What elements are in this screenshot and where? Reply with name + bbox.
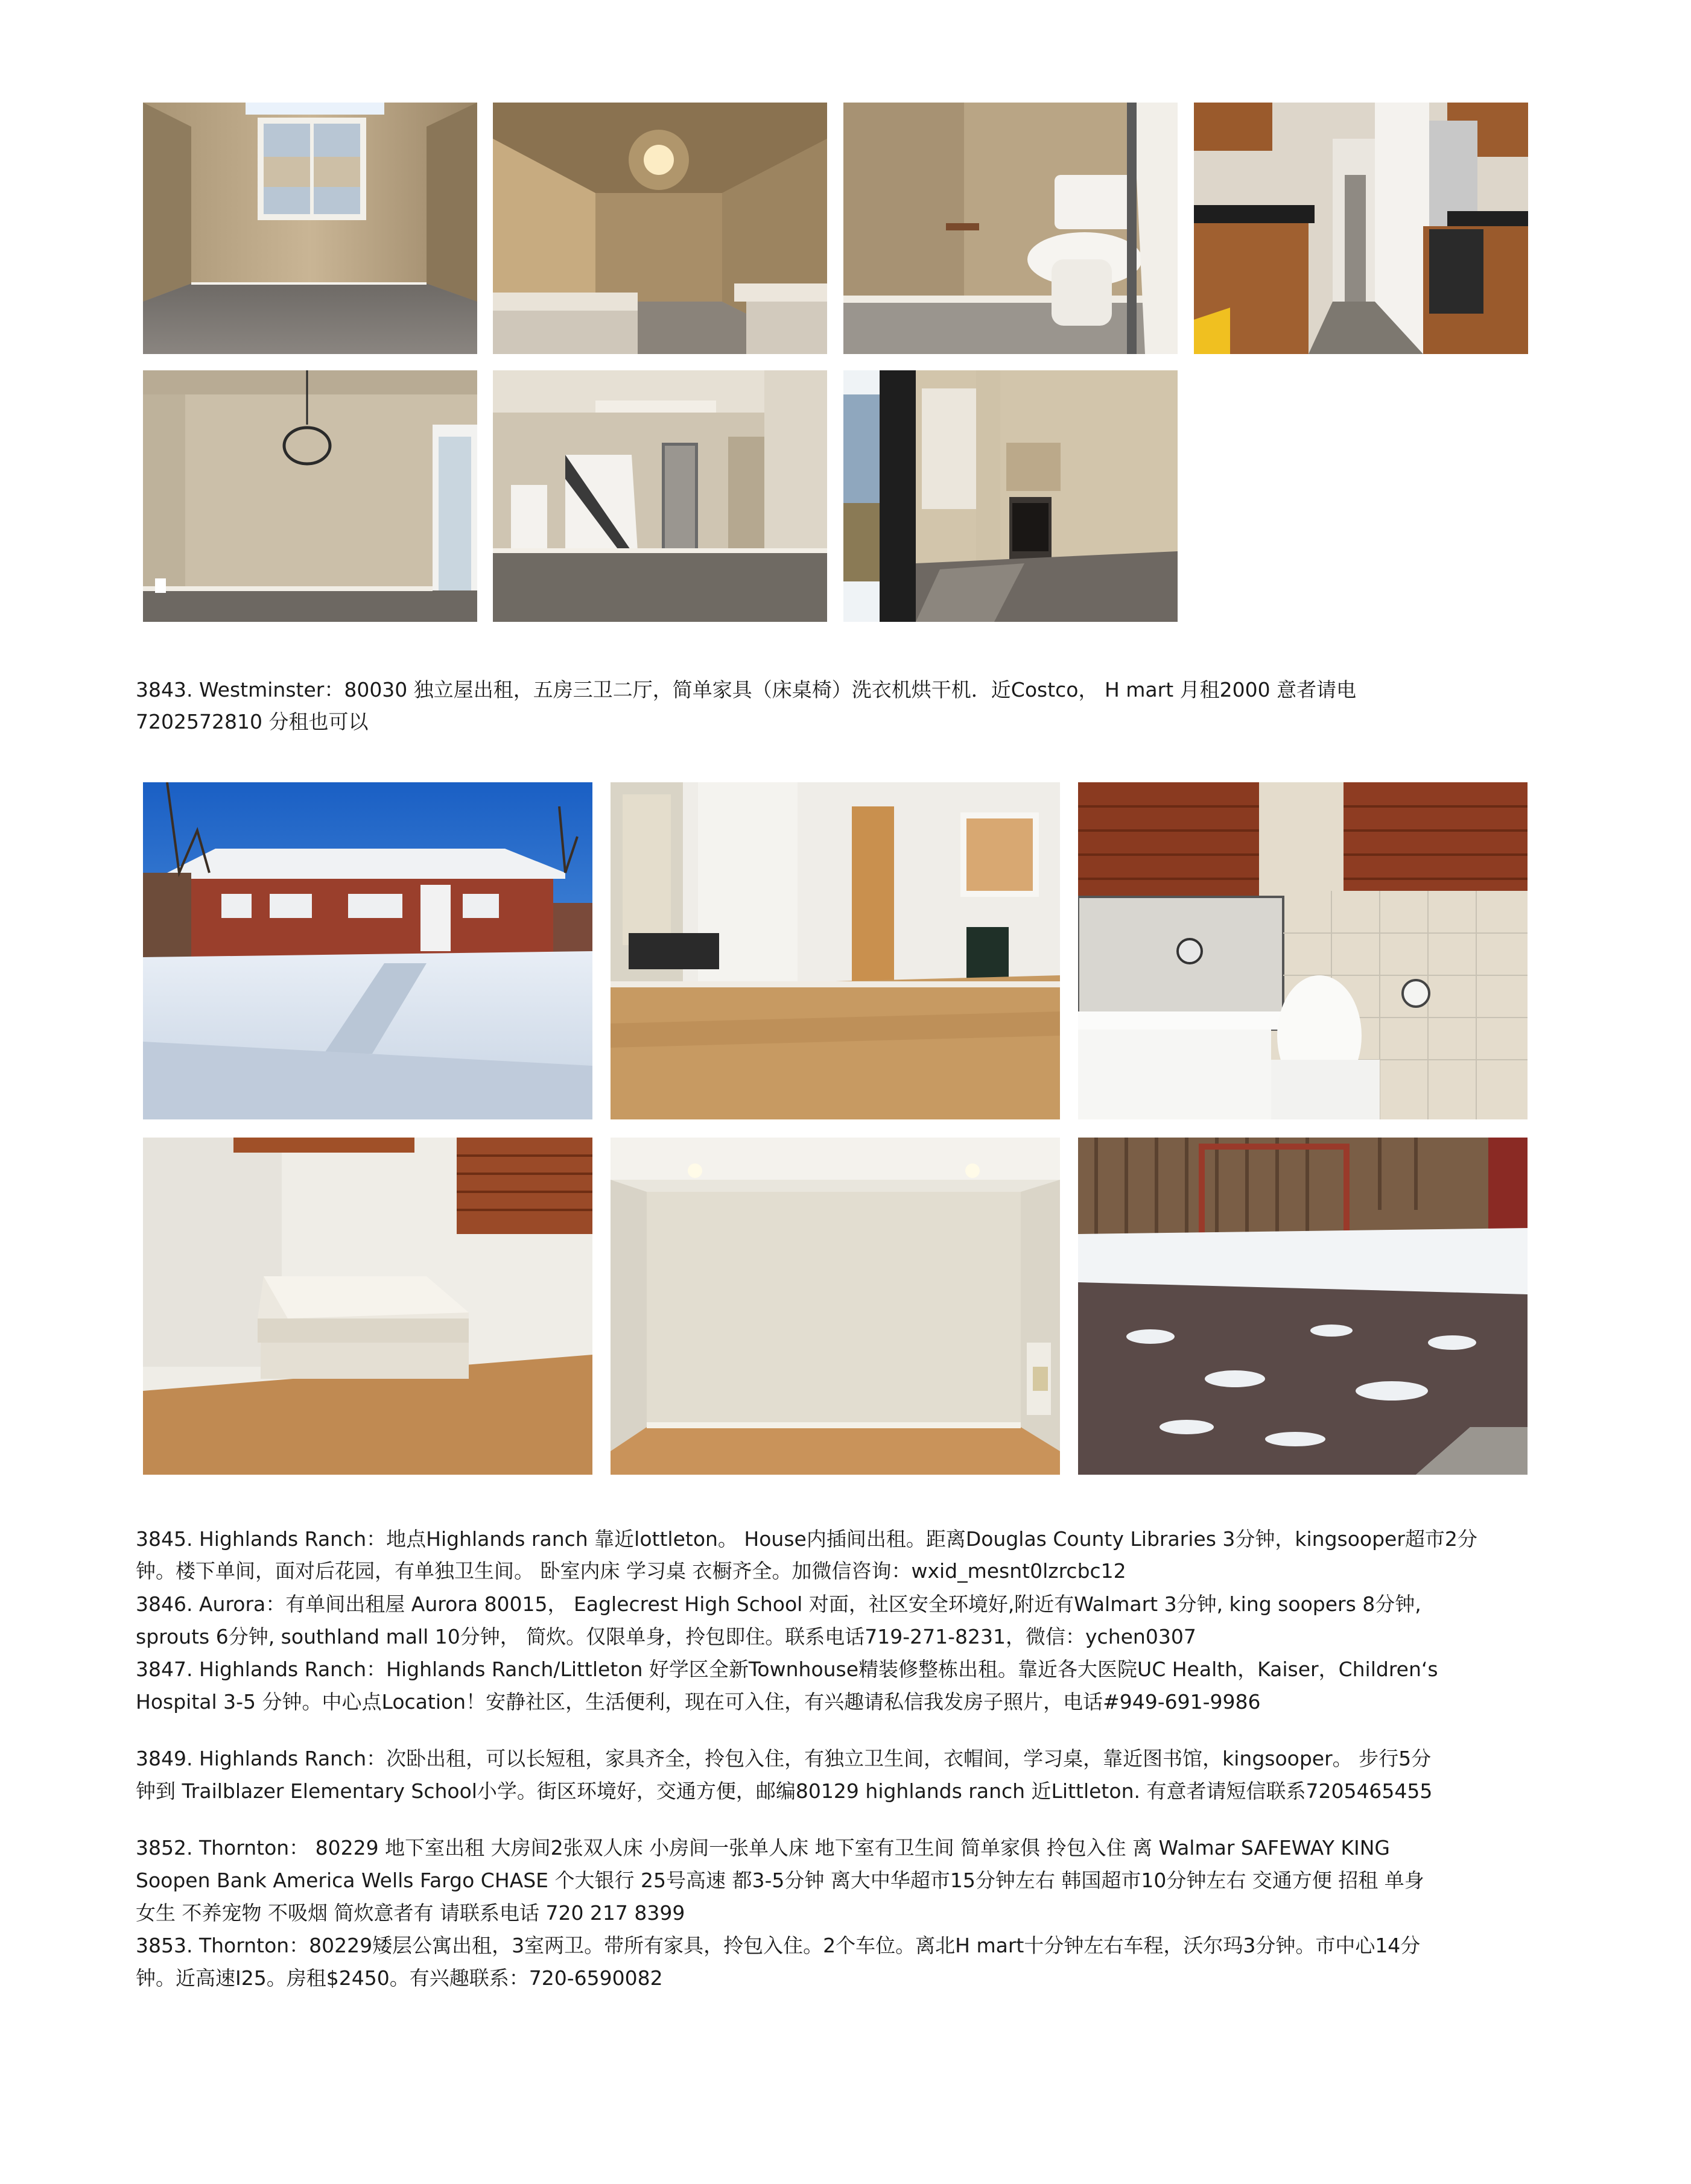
photo-dining-room — [143, 370, 477, 622]
photo-kitchen — [1194, 103, 1528, 354]
listing-3849-line-2: 钟到 Trailblazer Elementary School小学。街区环境好，交通方便，邮编80129 highlands ranch 近Littleton. 有意者请短信联系7205465455 — [136, 1779, 1433, 1803]
listing-3852-line-3: 女生 不养宠物 不吸烟 简炊意者有 请联系电话 720 217 8399 — [136, 1901, 685, 1925]
listing-3852-line-1: 3852. Thornton： 80229 地下室出租 大房间2张双人床 小房间一张单人床 地下室有卫生间 简单家俱 拎包入住 离 Walmar SAFEWAY KING — [136, 1836, 1390, 1860]
photo-backyard-patio-snow — [1078, 1138, 1528, 1475]
listing-3843-line-2: 7202572810 分租也可以 — [136, 710, 369, 733]
listing-3852-line-2: Soopen Bank America Wells Fargo CHASE 个大银行 25号高速 都3-5分钟 离大中华超市15分钟左右 韩国超市10分钟左右 交通方便 招租 单身 — [136, 1869, 1424, 1892]
photo-bedroom-mattress — [143, 1138, 592, 1475]
listing-3849-line-1: 3849. Highlands Ranch：次卧出租，可以长短租，家具齐全，拎包入住，有独立卫生间，衣帽间，学习桌，靠近图书馆，kingsooper。 步行5分 — [136, 1747, 1432, 1770]
listing-3845-line-2: 钟。楼下单间，面对后花园，有单独卫生间。 卧室内床 学习桌 衣橱齐全。加微信咨询：wxid_mesnt0lzrcbc12 — [136, 1559, 1126, 1583]
listing-3846-line-2: sprouts 6分钟, southland mall 10分钟， 简炊。仅限单身，拎包即住。联系电话719-271-8231，微信：ychen0307 — [136, 1625, 1196, 1648]
listing-3846-line-1: 3846. Aurora：有单间出租屋 Aurora 80015， Eaglecrest High School 对面，社区安全环境好,附近有Walmart 3分钟, king soopers 8分钟, — [136, 1592, 1421, 1616]
listing-3847-line-2: Hospital 3-5 分钟。中心点Location！安静社区，生活便利，现在可入住，有兴趣请私信我发房子照片，电话#949-691-9986 — [136, 1690, 1261, 1714]
photo-toilet — [843, 103, 1178, 354]
photo-loft-window-room — [143, 103, 477, 354]
photo-house-exterior-snow — [143, 782, 592, 1119]
listing-3853-line-2: 钟。近高速I25。房租$2450。有兴趣联系：720-6590082 — [136, 1966, 663, 1990]
listing-3845-line-1: 3845. Highlands Ranch：地点Highlands ranch 靠近lottleton。 House内插间出租。距离Douglas County Libraries 3分钟，kingsooper超市2分 — [136, 1527, 1477, 1551]
photo-fireplace-room — [843, 370, 1178, 622]
listing-3843-line-1: 3843. Westminster：80030 独立屋出租，五房三卫二厅，简单家具（床桌椅）洗衣机烘干机．近Costco， H mart 月租2000 意者请电 — [136, 678, 1357, 701]
listing-3847-line-1: 3847. Highlands Ranch：Highlands Ranch/Littleton 好学区全新Townhouse精装修整栋出租。靠近各大医院UC Health，Kaiser，Children‘s — [136, 1657, 1438, 1681]
photo-living-room-wood-floor — [611, 782, 1060, 1119]
photo-stairs-living — [493, 370, 827, 622]
photo-basement-room — [611, 1138, 1060, 1475]
photo-bathroom — [1078, 782, 1528, 1119]
listing-3853-line-1: 3853. Thornton：80229矮层公寓出租，3室两卫。带所有家具，拎包入住。2个车位。离北H mart十分钟左右车程，沃尔玛3分钟。市中心14分 — [136, 1934, 1421, 1957]
photo-stairwell — [493, 103, 827, 354]
